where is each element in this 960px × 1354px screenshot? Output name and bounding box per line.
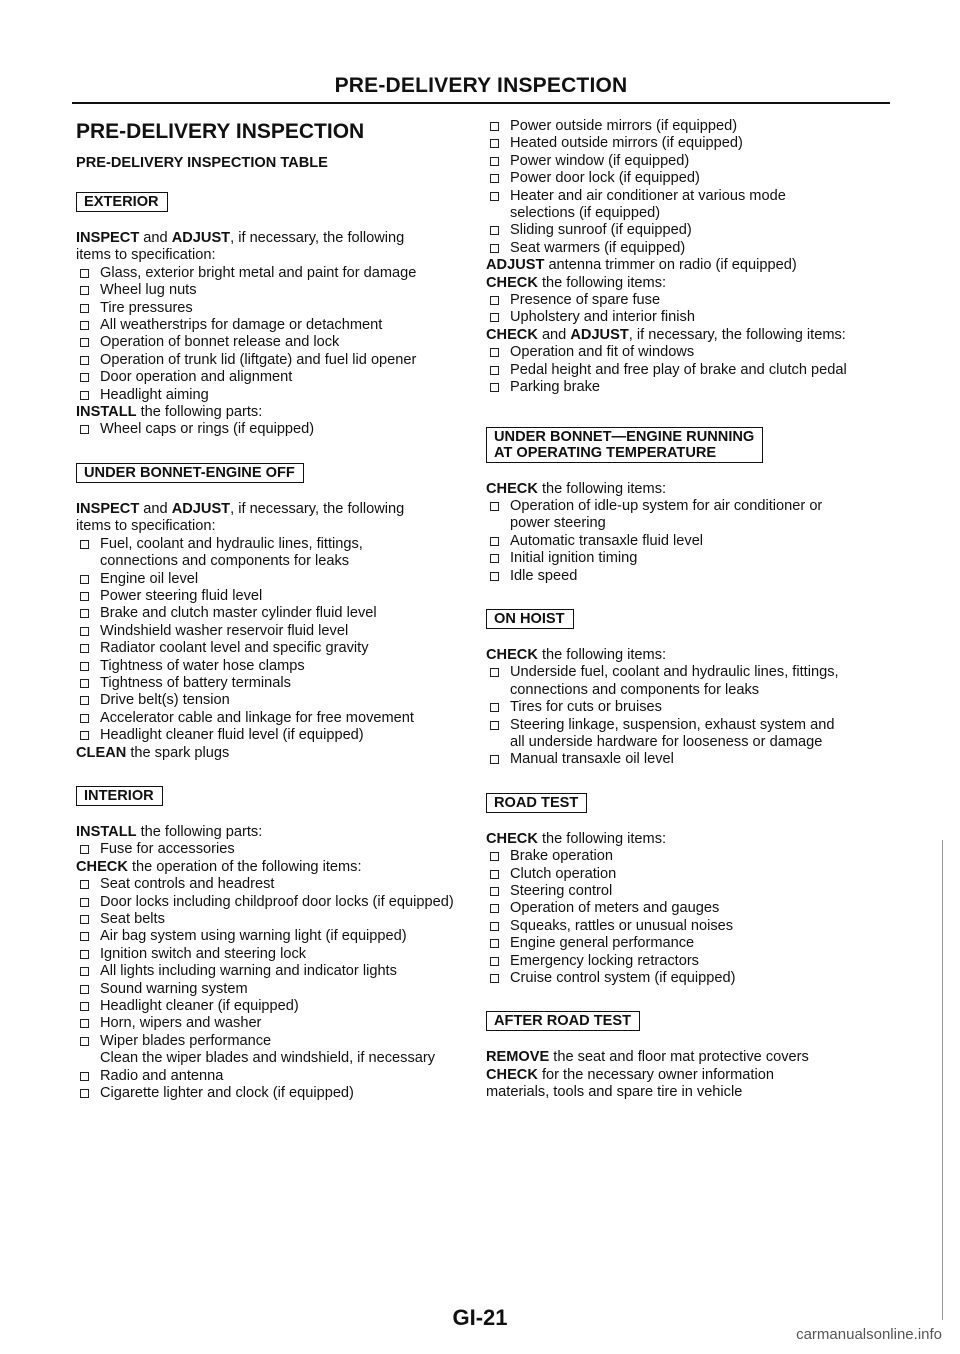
action-keyword: INSTALL [76, 823, 137, 840]
section-heading-text: INTERIOR [84, 787, 154, 804]
section-under-bonnet-running [486, 427, 906, 585]
line-text: Ignition switch and steering lock [100, 945, 307, 962]
instruction-line [76, 404, 476, 421]
line-text: Engine general performance [510, 935, 695, 952]
instruction-line [486, 1084, 906, 1101]
checklist-item [76, 998, 476, 1015]
checklist-item [76, 421, 476, 438]
checklist-item [76, 588, 476, 605]
line-text: Horn, wipers and washer [100, 1015, 262, 1032]
line-text: , if necessary, the following items: [628, 326, 846, 343]
line-text: Operation and fit of windows [510, 344, 695, 361]
line-text: Glass, exterior bright metal and paint for damage [100, 264, 417, 281]
section-body [486, 831, 906, 988]
line-text: the following items: [537, 274, 667, 291]
line-text: Clutch operation [510, 865, 617, 882]
checklist-item [486, 188, 906, 205]
instruction-line [76, 824, 476, 841]
checklist-item [76, 352, 476, 369]
instruction-line [486, 647, 906, 664]
margin-rule [942, 840, 943, 1320]
checklist-item [76, 1015, 476, 1032]
section-heading [486, 793, 587, 813]
action-keyword: CLEAN [76, 744, 127, 761]
line-text: Fuel, coolant and hydraulic lines, fittings, [100, 535, 363, 552]
instruction-line [486, 831, 906, 848]
action-keyword: INSPECT [76, 230, 140, 246]
line-text: items to specification: [76, 247, 216, 264]
checklist-item [76, 334, 476, 351]
line-text: Brake and clutch master cylinder fluid level [100, 605, 377, 622]
line-text: Sliding sunroof (if equipped) [510, 222, 692, 239]
right-column [486, 118, 906, 1126]
line-text: Emergency locking retractors [510, 952, 699, 969]
action-keyword: CHECK [486, 646, 538, 663]
checklist-item [486, 751, 906, 768]
section-body [486, 647, 906, 769]
line-text: and [537, 326, 571, 343]
line-text: Tire pressures [100, 299, 193, 316]
checklist-item [486, 292, 906, 309]
line-text: and [139, 230, 172, 246]
line-text: Underside fuel, coolant and hydraulic lines, fittings, [510, 664, 839, 681]
line-text: Headlight aiming [100, 386, 209, 403]
line-text: Wiper blades performance [100, 1032, 272, 1049]
line-text: the following items: [537, 480, 667, 497]
action-keyword: CHECK [486, 830, 538, 847]
line-text: , if necessary, the following [230, 230, 405, 246]
instruction-line [486, 275, 906, 292]
section-body [76, 824, 476, 1103]
right-sections [486, 427, 906, 1102]
checklist-item [486, 918, 906, 935]
line-text: power steering [510, 515, 606, 532]
line-text: Wheel lug nuts [100, 282, 197, 299]
instruction-line [76, 518, 476, 535]
section-body [76, 501, 476, 762]
checklist-item [486, 240, 906, 257]
checklist-item [486, 222, 906, 239]
checklist-item [76, 727, 476, 744]
checklist-item [76, 911, 476, 928]
section-heading-text: UNDER BONNET—ENGINE RUNNING [494, 428, 755, 445]
checklist-item [76, 675, 476, 692]
table-subtitle: PRE-DELIVERY INSPECTION TABLE [76, 155, 328, 171]
left-sections [76, 192, 476, 1102]
checklist-item [76, 571, 476, 588]
right-intro-list [486, 118, 906, 397]
line-text: Wheel caps or rings (if equipped) [100, 421, 315, 438]
action-keyword: CHECK [486, 1066, 538, 1083]
line-text: Power steering fluid level [100, 587, 263, 604]
checklist-item [486, 118, 906, 135]
section-interior [76, 786, 476, 1103]
checklist-item [486, 664, 906, 681]
line-text: Air bag system using warning light (if equipped) [100, 928, 407, 945]
section-heading-text: AT OPERATING TEMPERATURE [494, 444, 717, 461]
section-heading-text: UNDER BONNET-ENGINE OFF [84, 464, 295, 481]
page-title: PRE-DELIVERY INSPECTION [76, 120, 365, 143]
checklist-item [76, 946, 476, 963]
line-text: Engine oil level [100, 570, 199, 587]
line-text: the following parts: [136, 404, 263, 421]
checklist-item [76, 369, 476, 386]
checklist-item [76, 387, 476, 404]
checklist-item [76, 1033, 476, 1050]
instruction-line [486, 327, 906, 344]
section-exterior [76, 192, 476, 439]
line-text: the seat and floor mat protective covers [549, 1049, 809, 1066]
section-heading-text: EXTERIOR [84, 194, 159, 210]
line-text: Headlight cleaner fluid level (if equipped) [100, 727, 364, 744]
section-body [486, 1049, 906, 1101]
checklist-item [486, 135, 906, 152]
checklist-item [486, 344, 906, 361]
line-text: all underside hardware for looseness or damage [510, 733, 823, 750]
checklist-item [76, 841, 476, 858]
instruction-line [486, 1049, 906, 1066]
line-text: Seat warmers (if equipped) [510, 239, 686, 256]
line-text: All lights including warning and indicator lights [100, 963, 397, 980]
action-keyword: ADJUST [171, 230, 231, 246]
line-text: Drive belt(s) tension [100, 692, 230, 709]
line-text: Pedal height and free play of brake and clutch pedal [510, 361, 847, 378]
line-text: items to specification: [76, 518, 216, 535]
line-text: Steering control [510, 883, 613, 899]
line-text: , if necessary, the following [230, 500, 405, 517]
section-after-road-test [486, 1011, 906, 1101]
line-text: Automatic transaxle fluid level [510, 532, 704, 549]
section-heading [486, 609, 574, 629]
checklist-item [76, 1068, 476, 1085]
checklist-item [76, 282, 476, 299]
instruction-line [76, 230, 476, 247]
section-heading [76, 786, 163, 806]
action-keyword: ADJUST [570, 326, 629, 343]
checklist-item [486, 970, 906, 987]
checklist-item [76, 928, 476, 945]
line-text: Tightness of battery terminals [100, 674, 291, 691]
checklist-item [486, 362, 906, 379]
section-heading-text: AFTER ROAD TEST [494, 1013, 632, 1030]
line-text: Seat controls and headrest [100, 876, 275, 893]
line-text: Power door lock (if equipped) [510, 170, 700, 187]
checklist-item-continuation [76, 553, 476, 570]
checklist-item [76, 536, 476, 553]
checklist-item [486, 170, 906, 187]
action-keyword: CHECK [486, 326, 538, 343]
page-header: PRE-DELIVERY INSPECTION [334, 74, 628, 97]
line-text: Door operation and alignment [100, 369, 293, 386]
checklist-item [76, 692, 476, 709]
line-text: Radio and antenna [100, 1067, 224, 1084]
line-text: materials, tools and spare tire in vehicle [486, 1084, 743, 1101]
line-text: Manual transaxle oil level [510, 751, 674, 768]
line-text: Power outside mirrors (if equipped) [510, 118, 738, 134]
section-heading [76, 192, 168, 212]
line-text: Brake operation [510, 848, 614, 865]
section-on-hoist [486, 609, 906, 769]
page-number: GI-21 [452, 1305, 508, 1330]
instruction-line [486, 257, 906, 274]
checklist-item [486, 699, 906, 716]
action-keyword: CHECK [76, 858, 128, 875]
section-road-test [486, 793, 906, 988]
instruction-line [76, 745, 476, 762]
line-text: Operation of meters and gauges [510, 900, 720, 917]
line-text: Presence of spare fuse [510, 292, 661, 309]
line-text: Cruise control system (if equipped) [510, 970, 736, 987]
line-text: connections and components for leaks [100, 553, 350, 570]
checklist-item [76, 981, 476, 998]
instruction-line [76, 859, 476, 876]
line-text: Seat belts [100, 911, 165, 927]
checklist-item-continuation [486, 734, 906, 751]
section-heading-text: ROAD TEST [494, 794, 579, 811]
line-text: Tightness of water hose clamps [100, 657, 305, 674]
checklist-item [76, 658, 476, 675]
checklist-item [76, 1085, 476, 1102]
left-column [76, 118, 476, 1126]
line-text: Heated outside mirrors (if equipped) [510, 135, 743, 152]
line-text: Fuse for accessories [100, 841, 235, 858]
checklist-item [486, 953, 906, 970]
checklist-item [486, 153, 906, 170]
checklist-item [486, 568, 906, 585]
header-rule [72, 102, 890, 104]
checklist-item [486, 935, 906, 952]
section-under-bonnet-off [76, 463, 476, 762]
line-text: Operation of idle-up system for air conditioner or [510, 497, 823, 514]
line-text: connections and components for leaks [510, 681, 760, 698]
checklist-item [76, 640, 476, 657]
checklist-item [486, 550, 906, 567]
checklist-item [486, 866, 906, 883]
watermark: carmanualsonline.info [796, 1326, 942, 1343]
line-text: Tires for cuts or bruises [510, 699, 662, 716]
checklist-item [76, 963, 476, 980]
line-text: Operation of bonnet release and lock [100, 334, 340, 351]
line-text: Door locks including childproof door locks (if equipped) [100, 893, 454, 910]
line-text: Idle speed [510, 567, 578, 584]
line-text: Radiator coolant level and specific gravity [100, 640, 369, 657]
line-text: Upholstery and interior finish [510, 309, 695, 326]
checklist-item [76, 300, 476, 317]
instruction-line [76, 501, 476, 518]
line-text: Headlight cleaner (if equipped) [100, 998, 299, 1015]
checklist-item [76, 317, 476, 334]
line-text: the spark plugs [126, 744, 230, 761]
line-text: Cigarette lighter and clock (if equipped) [100, 1085, 354, 1102]
action-keyword: REMOVE [486, 1049, 550, 1066]
action-keyword: CHECK [486, 480, 538, 497]
checklist-item [486, 883, 906, 900]
line-text: antenna trimmer on radio (if equipped) [544, 257, 797, 274]
line-text: Clean the wiper blades and windshield, if necessary [100, 1050, 436, 1067]
instruction-line [76, 247, 476, 264]
checklist-item-continuation [486, 205, 906, 222]
section-body [76, 230, 476, 439]
line-text: for the necessary owner information [537, 1066, 774, 1083]
checklist-item [486, 848, 906, 865]
line-text: Power window (if equipped) [510, 152, 690, 169]
line-text: Operation of trunk lid (liftgate) and fuel lid opener [100, 351, 417, 368]
line-text: the following items: [537, 830, 667, 847]
action-keyword: INSPECT [76, 500, 140, 517]
checklist-item [76, 623, 476, 640]
line-text: All weatherstrips for damage or detachment [100, 317, 383, 334]
line-text: Parking brake [510, 379, 601, 396]
line-text: Squeaks, rattles or unusual noises [510, 917, 734, 934]
line-text: and [139, 500, 172, 517]
line-text: Initial ignition timing [510, 550, 638, 567]
checklist-item [486, 717, 906, 734]
checklist-item [486, 533, 906, 550]
line-text: Windshield washer reservoir fluid level [100, 622, 349, 639]
instruction-line [486, 481, 906, 498]
section-heading [76, 463, 304, 483]
instruction-line [486, 1067, 906, 1084]
action-keyword: ADJUST [171, 500, 231, 517]
checklist-item [486, 498, 906, 515]
checklist-item [76, 605, 476, 622]
checklist-item [486, 379, 906, 396]
checklist-item [486, 309, 906, 326]
section-body [486, 481, 906, 585]
line-text: the following parts: [136, 823, 263, 840]
line-text: Accelerator cable and linkage for free movement [100, 709, 414, 726]
section-heading [486, 427, 763, 463]
line-text: the following items: [537, 646, 667, 663]
checklist-item [76, 265, 476, 282]
line-text: selections (if equipped) [510, 205, 661, 222]
section-heading [486, 1011, 640, 1031]
line-text: Steering linkage, suspension, exhaust system and [510, 716, 835, 733]
checklist-item [486, 900, 906, 917]
checklist-item-continuation [486, 515, 906, 532]
line-text: Heater and air conditioner at various mode [510, 187, 786, 204]
section-heading-text: ON HOIST [494, 610, 565, 627]
line-text: Sound warning system [100, 980, 248, 997]
line-text: the operation of the following items: [127, 858, 362, 875]
action-keyword: INSTALL [76, 404, 137, 421]
checklist-item-continuation [76, 1050, 476, 1067]
checklist-item-continuation [486, 682, 906, 699]
checklist-item [76, 876, 476, 893]
checklist-item [76, 710, 476, 727]
action-keyword: CHECK [486, 274, 538, 291]
checklist-item [76, 894, 476, 911]
action-keyword: ADJUST [486, 257, 545, 274]
